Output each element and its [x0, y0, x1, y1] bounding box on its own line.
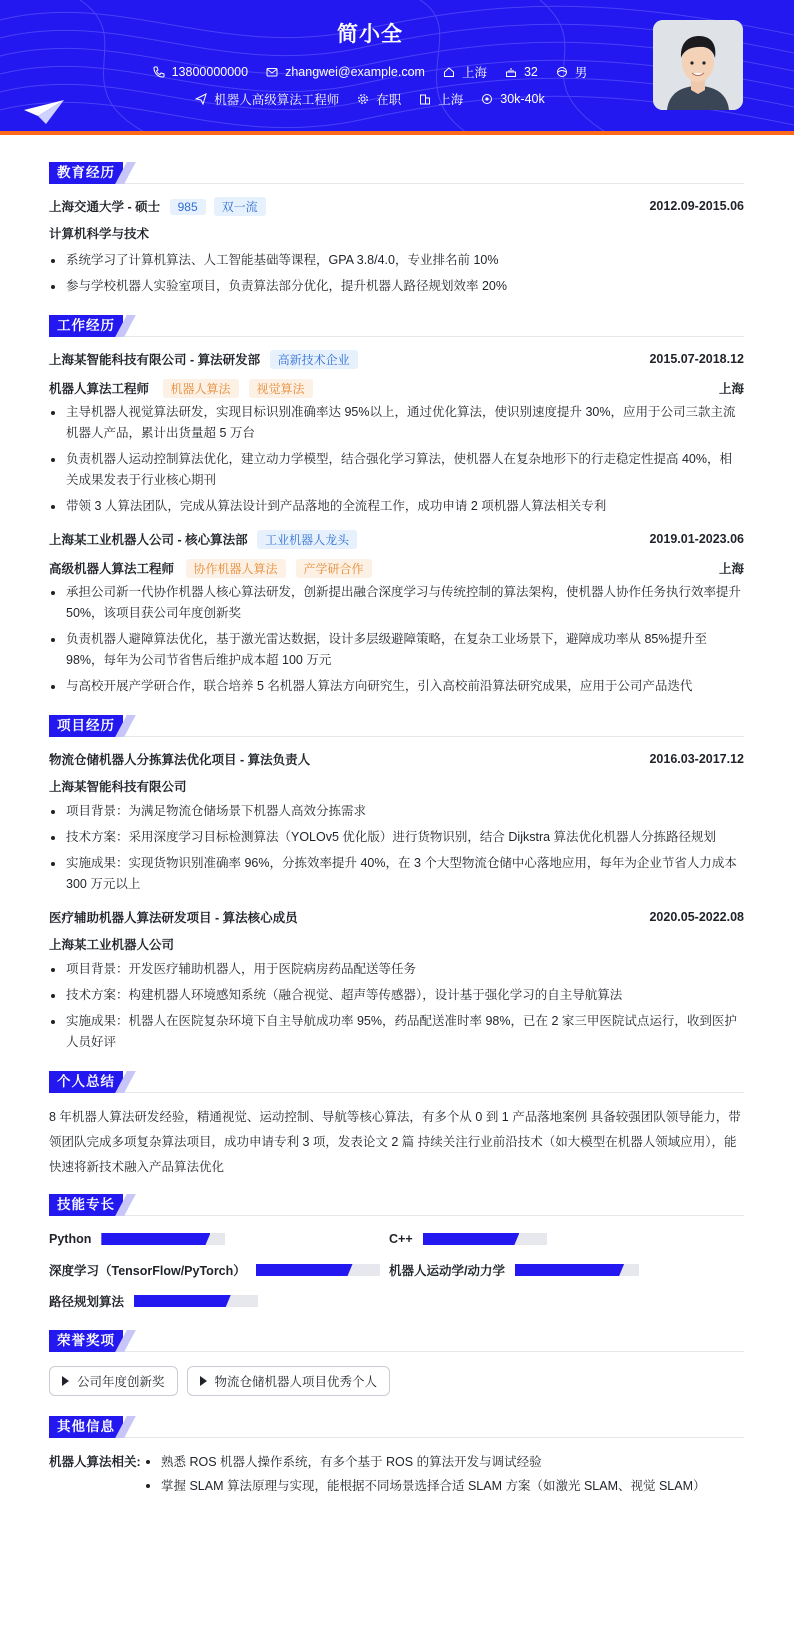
job-entry [49, 349, 744, 517]
header-accent-line [0, 131, 794, 135]
profile-photo [653, 20, 743, 110]
list-item: 参与学校机器人实验室项目，负责算法部分优化，提升机器人路径规划效率 20% [49, 276, 744, 297]
summary-section [49, 1071, 744, 1180]
role-tag: 产学研合作 [296, 559, 372, 578]
project-company: 上海某智能科技有限公司 [49, 780, 187, 794]
project-header-row [49, 907, 744, 927]
job-role: 机器人算法工程师 [49, 381, 150, 396]
project-name: 医疗辅助机器人算法研发项目 - 算法核心成员 [49, 911, 298, 925]
home-icon [443, 66, 455, 78]
email-address: zhangwei@example.com [285, 65, 425, 79]
skills-section [49, 1194, 744, 1310]
skill-level-bar [515, 1264, 639, 1276]
gender-item [556, 63, 588, 81]
major: 计算机科学与技术 [49, 227, 150, 241]
list-item: 带领 3 人算法团队，完成从算法设计到产品落地的全流程工作，成功申请 2 项机器人算法相关专利 [49, 496, 744, 517]
job-location: 上海 [718, 382, 744, 396]
education-header-row [49, 196, 744, 216]
section-title-label: 教育经历 [49, 162, 123, 184]
email-item [266, 63, 425, 81]
job-role-row [49, 378, 744, 398]
job-title: 机器人高级算法工程师 [214, 93, 340, 107]
phone-number: 13800000000 [171, 65, 249, 79]
job-bullets [49, 402, 744, 517]
list-item: 熟悉 ROS 机器人操作系统，有多个基于 ROS 的算法开发与调试经验 [144, 1450, 706, 1474]
job-role-row [49, 558, 744, 578]
cake-icon [505, 66, 517, 78]
skill-level-fill [423, 1233, 520, 1245]
play-icon [200, 1376, 207, 1386]
job-header-row [49, 529, 744, 549]
project-entry [49, 749, 744, 895]
skill-level-fill [256, 1264, 353, 1276]
skill-level-bar [134, 1295, 258, 1307]
list-item: 项目背景：为满足物流仓储场景下机器人高效分拣需求 [49, 801, 744, 822]
list-item: 项目背景：开发医疗辅助机器人，用于医院病房药品配送等任务 [49, 959, 744, 980]
phone-icon [153, 66, 165, 78]
target-city: 上海 [438, 93, 464, 107]
gear-icon [357, 93, 369, 105]
company-name: 上海某智能科技有限公司 - 算法研发部 [49, 352, 261, 367]
job-date: 2019.01-2023.06 [649, 532, 744, 546]
target-city-item [419, 90, 463, 108]
section-title [49, 1194, 744, 1216]
skill-item [49, 1261, 389, 1279]
skills-grid [49, 1230, 744, 1310]
skill-name: Python [49, 1232, 92, 1246]
award-name: 公司年度创新奖 [77, 1375, 165, 1389]
list-item: 技术方案：构建机器人环境感知系统（融合视觉、超声等传感器），设计基于强化学习的自主导航算法 [49, 985, 744, 1006]
other-section [49, 1416, 744, 1498]
list-item: 承担公司新一代协作机器人核心算法研发，创新提出融合深度学习与传统控制的算法架构，使机器人协作任务执行效率提升 50%，该项目获公司年度创新奖 [49, 582, 744, 624]
job-intent-row [0, 90, 740, 108]
skill-name: 路径规划算法 [49, 1295, 125, 1309]
role-tag: 机器人算法 [163, 379, 239, 398]
company-tag: 工业机器人龙头 [257, 530, 357, 549]
school-tag: 985 [170, 199, 206, 215]
award-name: 物流仓储机器人项目优秀个人 [214, 1375, 378, 1389]
awards-section [49, 1330, 744, 1396]
job-role: 高级机器人算法工程师 [49, 561, 175, 576]
list-item: 负责机器人运动控制算法优化，建立动力学模型，结合强化学习算法，使机器人在复杂地形下的行走稳定性提高 40%，相关成果发表于行业核心期刊 [49, 449, 744, 491]
section-title-label: 其他信息 [49, 1416, 123, 1438]
city-item [443, 63, 487, 81]
resume-header [0, 0, 794, 135]
building-icon [419, 93, 431, 105]
send-icon [195, 93, 207, 105]
award-chip [187, 1366, 391, 1396]
resume-body [49, 162, 744, 1498]
age: 32 [523, 65, 538, 79]
project-bullets [49, 801, 744, 895]
skill-item [389, 1261, 729, 1279]
job-date: 2015.07-2018.12 [649, 352, 744, 366]
awards-list [49, 1366, 744, 1396]
project-header-row [49, 749, 744, 769]
job-bullets [49, 582, 744, 697]
city: 上海 [461, 66, 487, 80]
job-title-item [195, 90, 339, 108]
skill-name: 机器人运动学/动力学 [389, 1264, 505, 1278]
job-status: 在职 [376, 93, 402, 107]
skill-item [389, 1230, 729, 1248]
list-item: 系统学习了计算机算法、人工智能基础等课程，GPA 3.8/4.0，专业排名前 10% [49, 250, 744, 271]
section-title [49, 1330, 744, 1352]
project-company: 上海某工业机器人公司 [49, 938, 175, 952]
gender-icon [556, 66, 568, 78]
coin-icon [481, 93, 493, 105]
skill-level-bar [101, 1233, 225, 1245]
award-chip [49, 1366, 178, 1396]
list-item: 与高校开展产学研合作，联合培养 5 名机器人算法方向研究生，引入高校前沿算法研究成果，应用于公司产品迭代 [49, 676, 744, 697]
section-title-label: 荣誉奖项 [49, 1330, 123, 1352]
skill-level-fill [101, 1233, 210, 1245]
list-item: 实施成果：实现货物识别准确率 96%，分拣效率提升 40%，在 3 个大型物流仓储中心落地应用，每年为企业节省人力成本 300 万元以上 [49, 853, 744, 895]
company-tag: 高新技术企业 [270, 350, 358, 369]
role-tag: 视觉算法 [249, 379, 313, 398]
skill-level-fill [515, 1264, 624, 1276]
salary: 30k-40k [500, 92, 545, 106]
mail-icon [266, 66, 278, 78]
skill-item [49, 1292, 389, 1310]
section-title-label: 技能专长 [49, 1194, 123, 1216]
skill-item [49, 1230, 389, 1248]
project-entry [49, 907, 744, 1053]
salary-item [481, 90, 544, 108]
job-entry [49, 529, 744, 697]
candidate-name: 简小全 [337, 23, 403, 46]
section-title [49, 715, 744, 737]
phone-item [153, 63, 248, 81]
project-name: 物流仓储机器人分拣算法优化项目 - 算法负责人 [49, 753, 311, 767]
education-bullets [49, 250, 744, 297]
age-item [505, 63, 538, 81]
skill-level-bar [423, 1233, 547, 1245]
role-tag: 协作机器人算法 [186, 559, 286, 578]
other-info [49, 1450, 744, 1498]
section-title-label: 项目经历 [49, 715, 123, 737]
status-item [357, 90, 401, 108]
list-item: 实施成果：机器人在医院复杂环境下自主导航成功率 95%，药品配送准时率 98%，已在 2 家三甲医院试点运行，收到医护人员好评 [49, 1011, 744, 1053]
other-info-key: 机器人算法相关: [49, 1455, 141, 1469]
job-location: 上海 [718, 562, 744, 576]
school-name: 上海交通大学 - 硕士 [49, 199, 161, 214]
list-item: 技术方案：采用深度学习目标检测算法（YOLOv5 优化版）进行货物识别，结合 Dijkstra 算法优化机器人分拣路径规划 [49, 827, 744, 848]
skill-level-bar [256, 1264, 380, 1276]
contact-row [0, 63, 740, 81]
list-item: 掌握 SLAM 算法原理与实现，能根据不同场景选择合适 SLAM 方案（如激光 SLAM、视觉 SLAM） [144, 1474, 706, 1498]
work-section [49, 315, 744, 697]
summary-text: 8 年机器人算法研发经验，精通视觉、运动控制、导航等核心算法，有多个从 0 到 1 产品落地案例 具备较强团队领导能力，带领团队完成多项复杂算法项目，成功申请专利 3 项，发表论文 2 篇 持续关注行业前沿技术（如大模型在机器人领域应用），能快速将新技术融入产品算法优化 [49, 1110, 741, 1174]
play-icon [62, 1376, 69, 1386]
company-name: 上海某工业机器人公司 - 核心算法部 [49, 532, 248, 547]
education-section [49, 162, 744, 297]
project-bullets [49, 959, 744, 1053]
list-item: 主导机器人视觉算法研发，实现目标识别准确率达 95%以上，通过优化算法，使识别速度提升 30%，应用于公司三款主流机器人产品，累计出货量超 5 万台 [49, 402, 744, 444]
section-title [49, 1416, 744, 1438]
section-title [49, 1071, 744, 1093]
section-title-label: 工作经历 [49, 315, 123, 337]
skill-name: 深度学习（TensorFlow/PyTorch） [49, 1264, 246, 1278]
education-date: 2012.09-2015.06 [649, 199, 744, 213]
project-date: 2016.03-2017.12 [649, 752, 744, 766]
other-info-list [144, 1450, 706, 1498]
list-item: 负责机器人避障算法优化，基于激光雷达数据，设计多层级避障策略，在复杂工业场景下，避障成功率从 85%提升至 98%，每年为公司节省售后维护成本超 100 万元 [49, 629, 744, 671]
section-title [49, 162, 744, 184]
section-title-label: 个人总结 [49, 1071, 123, 1093]
projects-section [49, 715, 744, 1053]
section-title [49, 315, 744, 337]
job-header-row [49, 349, 744, 369]
project-date: 2020.05-2022.08 [649, 910, 744, 924]
school-tag: 双一流 [214, 197, 266, 216]
skill-level-fill [134, 1295, 231, 1307]
gender: 男 [574, 66, 588, 80]
skill-name: C++ [389, 1232, 413, 1246]
